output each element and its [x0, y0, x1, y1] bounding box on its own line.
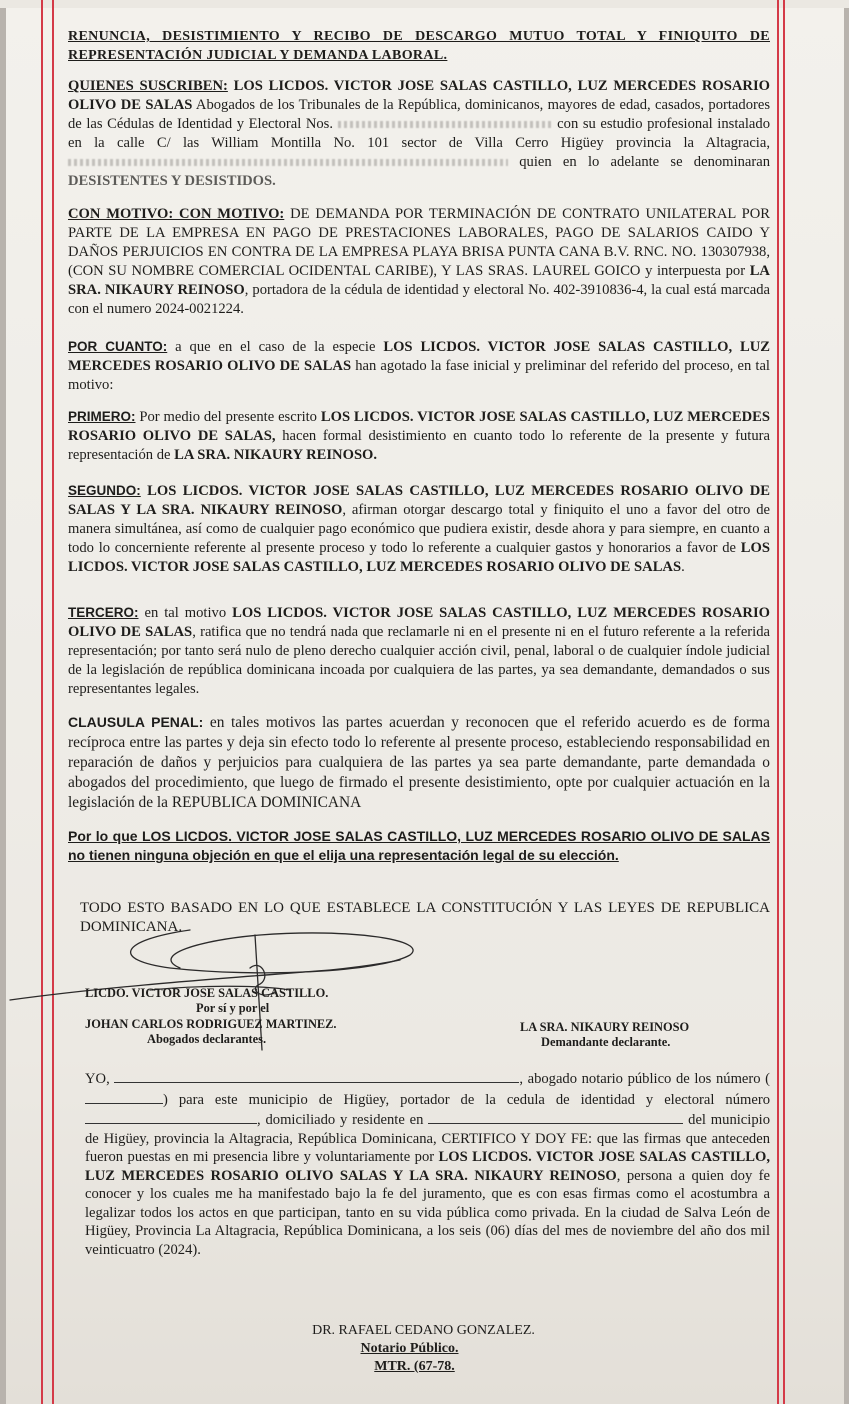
notary-footer	[0, 1322, 849, 1376]
quienes-names: LOS LICDOS. VICTOR JOSE SALAS CASTILLO, LUZ MERCEDES ROSARIO OLIVO DE SALAS	[68, 78, 770, 113]
motivo-name: LA SRA. NIKAURY REINOSO	[68, 263, 770, 298]
footer-mtr: MTR. (67-78.	[374, 1359, 455, 1374]
notary-name-blank	[114, 1068, 519, 1083]
notary-t3: , domiciliado y residente en	[257, 1112, 424, 1128]
quienes-text2: con su estudio profesional instalado en la calle C/ las William Montilla No. 101 sector de Villa Cerro Higüey provincia la Altagracia,	[68, 116, 770, 151]
notary-yo: YO,	[85, 1071, 110, 1087]
motivo-text2: , portadora de la cédula de identidad y electoral No. 402-3910836-4, la cual está marcada con el numero 2024-0021224.	[68, 282, 771, 317]
tercero-text1: en tal motivo	[144, 605, 227, 621]
porlo-text: Por lo que LOS LICDOS. VICTOR JOSE SALAS CASTILLO, LUZ MERCEDES ROSARIO OLIVO DE SALAS no tienen ninguna objeción en que el elija una representación legal de su elección.	[68, 828, 770, 863]
porcuanto-label: POR CUANTO:	[68, 339, 168, 354]
notary-names: LOS LICDOS. VICTOR JOSE SALAS CASTILLO, LUZ MERCEDES ROSARIO OLIVO SALAS Y LA SRA. NIKAURY REINOSO	[85, 1149, 770, 1184]
tercero-text2: , ratifica que no tendrá nada que reclamarle ni en el presente ni en el futuro referente a la referida representación; por tanto será nulo de pleno derecho cualquier acción civil, penal, laboral o de cualquier índole judicial de la legislación de república dominicana incoada por cualquiera de las partes, ya sea demandante, demandados o sus representantes legales.	[68, 624, 770, 697]
notary-address-blank	[428, 1109, 683, 1124]
clausula-label: CLAUSULA PENAL:	[68, 714, 204, 730]
primero-label: PRIMERO:	[68, 409, 136, 424]
segundo-names: LOS LICDOS. VICTOR JOSE SALAS CASTILLO, LUZ MERCEDES ROSARIO OLIVO DE SALAS Y LA SRA. NIKAURY REINOSO	[68, 483, 770, 518]
motivo-text1: y interpuesta por	[645, 263, 746, 279]
tercero-names: LOS LICDOS. VICTOR JOSE SALAS CASTILLO, LUZ MERCEDES ROSARIO OLIVO DE SALAS	[68, 605, 771, 640]
primero-text2: hacen formal desistimiento en cuanto todo lo referente de la presente y futura representación de	[68, 428, 770, 463]
motivo-caps: DE DEMANDA POR TERMINACIÓN DE CONTRATO UNILATERAL POR PARTE DE LA EMPRESA EN PAGO DE PRESTACIONES LABORALES, PAGO DE SALARIOS CAIDO Y DAÑOS PERJUICIOS EN CONTRA DE LA EMPRESA PLAYA BRISA PUNTA CANA B.V. RNC. NO. 130307938, (CON SU NOMBRE COMERCIAL OCIDENTAL CARIBE), Y LAS SRAS. LAUREL GOICO	[68, 206, 770, 279]
notary-t4: del municipio de Higüey, provincia la Altagracia, República Dominicana, CERTIFICO Y DOY FE: que las firmas que anteceden fueron puestas en mi presencia libre y voluntariamente por	[85, 1112, 770, 1165]
signature-loop	[131, 930, 413, 973]
quienes-text1: Abogados de los Tribunales de la República, dominicanos, mayores de edad, casados, portadores de las Cédulas de Identidad y Electoral Nos.	[68, 97, 771, 132]
footer-title: Notario Público.	[360, 1341, 459, 1356]
notary-numero: número (	[715, 1071, 771, 1087]
quienes-role: DESISTENTES Y DESISTIDOS.	[68, 173, 276, 189]
signature-por-si: Por sí y por el	[196, 1001, 270, 1015]
todo-text: TODO ESTO BASADO EN LO QUE ESTABLECE LA CONSTITUCIÓN Y LAS LEYES DE REPUBLICA DOMINICANA.	[80, 900, 770, 935]
signature-licdo: LICDO. VICTOR JOSE SALAS CASTILLO.	[85, 986, 329, 1000]
signature-abogados: Abogados declarantes.	[147, 1032, 267, 1046]
porcuanto-text1: a que en el caso de la especie	[175, 339, 376, 355]
footer-name: DR. RAFAEL CEDANO GONZALEZ.	[312, 1323, 535, 1338]
porcuanto-names: LOS LICDOS. VICTOR JOSE SALAS CASTILLO, LUZ MERCEDES ROSARIO OLIVO DE SALAS	[68, 339, 770, 374]
clausula-text: en tales motivos las partes acuerdan y reconocen que el referido acuerdo es de forma recíproca entre las partes y deja sin efecto todo lo referente al presente proceso, estableciendo responsabilidad en reparación de daños y perjuicios para cualquiera de las partes ya sea parte demandante, parte demandada o abogados del procedimiento, que luego de firmado el presente desistimiento, opte por cualquier actuación en la legislación de la REPUBLICA DOMINICANA	[68, 714, 770, 811]
notary-t1: , abogado notario público de los	[519, 1071, 712, 1087]
quienes-label: QUIENES SUSCRIBEN:	[68, 78, 228, 94]
motivo-label: CON MOTIVO: CON MOTIVO:	[68, 206, 285, 222]
notary-t2: ) para este municipio de Higüey, portador de la cedula de identidad y electoral	[163, 1091, 715, 1108]
notary-t5: , persona a quien doy fe conocer y los cuales me ha manifestado bajo la fe del juramento, que es con esas firmas como el acostumbra a legalizar todos los actos en que participan, tanto en su vida pública como privada. En la ciudad de Salva León de Higüey, Provincia La Altagracia, República Dominicana, a los seis (06) días del mes de noviembre del año dos mil veinticuatro (2024).	[85, 1167, 770, 1258]
signature-johan: JOHAN CARLOS RODRIGUEZ MARTINEZ.	[85, 1017, 337, 1031]
notary-number-blank	[85, 1089, 163, 1104]
notary-id-blank	[85, 1109, 257, 1124]
primero-names: LOS LICDOS. VICTOR JOSE SALAS CASTILLO, LUZ MERCEDES ROSARIO OLIVO DE SALAS,	[68, 409, 770, 444]
signature-sra: LA SRA. NIKAURY REINOSO	[520, 1020, 690, 1034]
notary-paragraph	[85, 1068, 770, 1259]
signature-demandante: Demandante declarante.	[541, 1035, 671, 1049]
segundo-names2: LOS LICDOS. VICTOR JOSE SALAS CASTILLO, LUZ MERCEDES ROSARIO OLIVO DE SALAS	[68, 540, 770, 575]
primero-name2: LA SRA. NIKAURY REINOSO.	[174, 447, 378, 463]
title-text: RENUNCIA, DESISTIMIENTO Y RECIBO DE DESCARGO MUTUO TOTAL Y FINIQUITO DE REPRESENTACIÓN JUDICIAL Y DEMANDA LABORAL.	[68, 29, 770, 63]
porcuanto-text2: han agotado la fase inicial y preliminar del referido del proceso, en tal motivo:	[68, 358, 770, 393]
notary-numero2: número	[725, 1091, 770, 1108]
segundo-end: .	[681, 559, 685, 575]
tercero-label: TERCERO:	[68, 605, 139, 620]
segundo-text1: , afirman otorgar descargo total y finiquito el uno a favor del otro de manera simultánea, así como de cualquier pago económico que pudiera existir, desde ahora y para siempre, en cuanto a todo lo concerniente referente al presente proceso y todo lo referente a cualquier gastos y honorarios a favor de	[68, 502, 770, 556]
segundo-label: SEGUNDO:	[68, 483, 141, 498]
quienes-text3: quien en lo adelante se denominaran	[519, 154, 770, 170]
primero-text1: Por medio del presente escrito	[139, 409, 317, 425]
